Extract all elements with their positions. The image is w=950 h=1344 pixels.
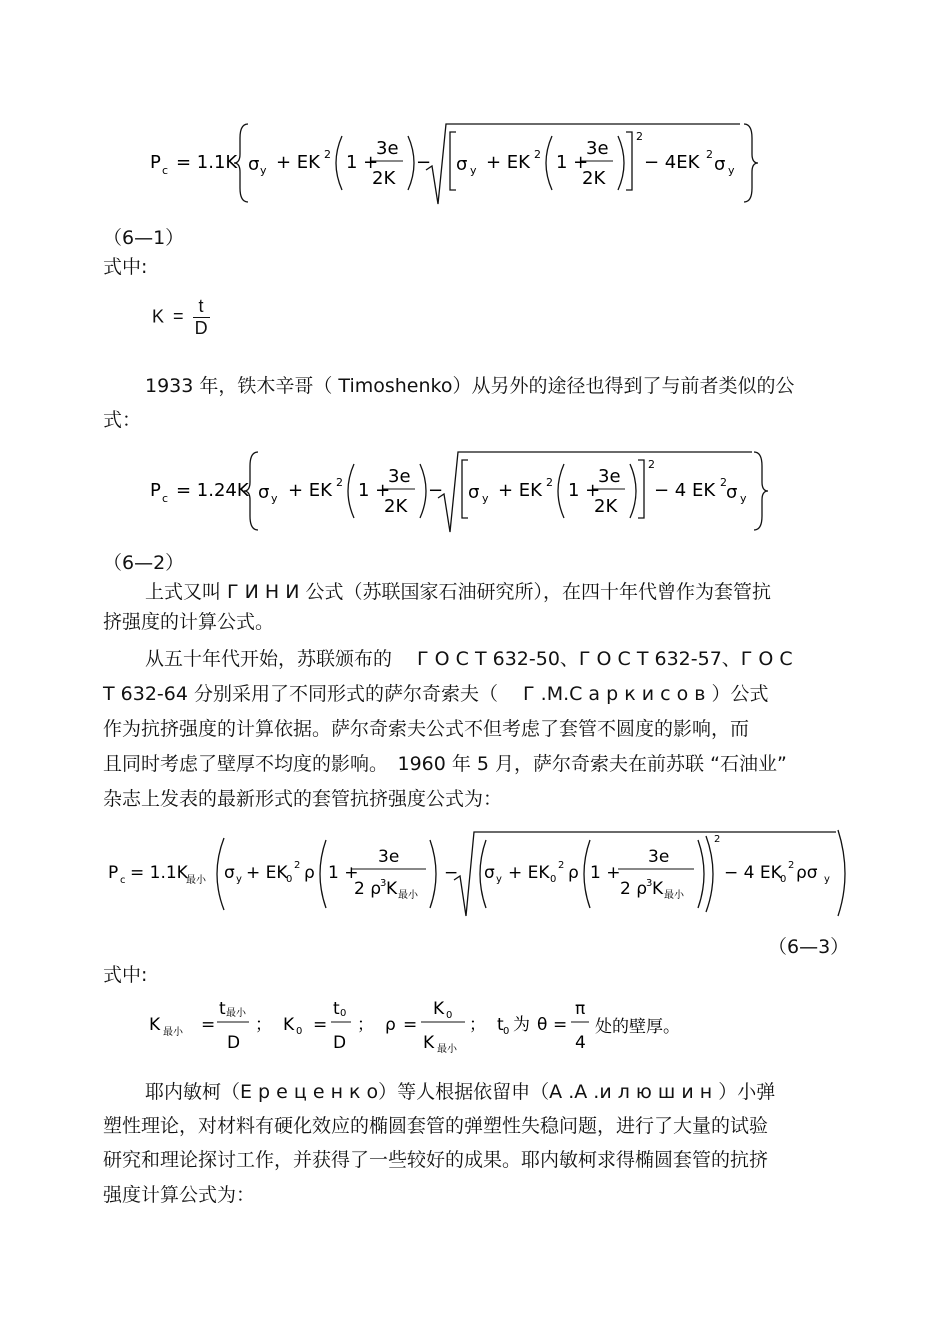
svg-text:t: t	[497, 1015, 504, 1035]
svg-text:2: 2	[714, 834, 721, 845]
svg-text:3e: 3e	[598, 466, 621, 487]
para4-line1: 耶内敏柯（Е р е ц е н к о）等人根据依留申（А .А .и л ю ш и н ）小弹	[145, 1081, 776, 1103]
svg-text:最小: 最小	[398, 890, 418, 901]
svg-text:y: y	[824, 874, 830, 885]
svg-text:ρ: ρ	[385, 1015, 396, 1035]
svg-text:K: K	[433, 999, 445, 1019]
svg-text:c: c	[162, 492, 169, 505]
svg-text:2: 2	[546, 476, 553, 489]
svg-text:3e: 3e	[388, 466, 411, 487]
svg-text:0: 0	[550, 874, 557, 885]
equation-6-3	[100, 826, 855, 922]
equation-6-1	[140, 118, 770, 208]
svg-text:3e: 3e	[378, 847, 400, 867]
svg-text:最小: 最小	[664, 890, 684, 901]
svg-text:=: =	[403, 1015, 418, 1035]
svg-text:+ EK: + EK	[498, 480, 542, 501]
k-definition: K = $\frac{t}{D}$	[152, 296, 208, 338]
svg-text:2: 2	[534, 148, 541, 161]
svg-text:+ EK: + EK	[508, 863, 550, 883]
svg-text:K: K	[386, 879, 398, 899]
svg-text:3e: 3e	[586, 138, 609, 159]
svg-text:y: y	[260, 164, 267, 177]
svg-text:3e: 3e	[648, 847, 670, 867]
svg-text:0: 0	[780, 874, 787, 885]
svg-text:y: y	[728, 164, 735, 177]
svg-text:K: K	[149, 1015, 161, 1035]
svg-text:K: K	[283, 1015, 295, 1035]
svg-text:2: 2	[324, 148, 331, 161]
svg-text:t: t	[333, 999, 340, 1019]
svg-text:K: K	[423, 1033, 435, 1053]
svg-text:y: y	[482, 492, 489, 505]
svg-text:ρ: ρ	[568, 863, 579, 883]
eq1-P-sub: c	[162, 164, 169, 177]
svg-text:y: y	[496, 874, 502, 885]
svg-text:0: 0	[286, 874, 293, 885]
svg-text:为: 为	[513, 1015, 530, 1035]
svg-text:+ EK: + EK	[276, 152, 320, 173]
svg-text:最小: 最小	[186, 875, 206, 886]
svg-text:π: π	[575, 999, 586, 1019]
where-label-2: 式中:	[103, 964, 148, 986]
para3-line4: 且同时考虑了壁厚不均度的影响。 1960 年 5 月，萨尔奇索夫在前苏联 “石油业”	[103, 753, 787, 775]
svg-text:；: ；	[255, 1015, 272, 1035]
svg-text:y: y	[740, 492, 747, 505]
svg-text:2K: 2K	[384, 496, 408, 517]
svg-text:σ: σ	[468, 482, 480, 503]
eq1-P: P	[150, 152, 161, 173]
para3-line5: 杂志上发表的最新形式的套管抗挤强度公式为：	[103, 788, 503, 810]
svg-text:4: 4	[575, 1033, 586, 1053]
svg-text:t: t	[219, 999, 226, 1019]
para3-line3: 作为抗挤强度的计算依据。萨尔奇索夫公式不但考虑了套管不圆度的影响，而	[103, 718, 750, 740]
para3-line2: Т 632-64 分别采用了不同形式的萨尔奇索夫（ Г .М.С а р к и с о в ）公式	[103, 683, 769, 705]
svg-text:最小: 最小	[163, 1027, 183, 1038]
svg-text:2K: 2K	[582, 168, 606, 189]
svg-text:P: P	[108, 863, 119, 883]
svg-text:1 +: 1 +	[556, 152, 589, 173]
svg-text:2: 2	[558, 860, 565, 871]
svg-text:−: −	[444, 863, 459, 883]
svg-text:−: −	[428, 480, 444, 501]
eq1-coef: = 1.1K	[176, 152, 238, 173]
svg-text:σ: σ	[224, 863, 235, 883]
svg-text:2 ρ: 2 ρ	[354, 879, 382, 899]
svg-text:= 1.24K: = 1.24K	[176, 480, 249, 501]
svg-text:2K: 2K	[372, 168, 396, 189]
svg-text:+ EK: + EK	[288, 480, 332, 501]
svg-text:D: D	[333, 1033, 347, 1053]
svg-text:3: 3	[646, 878, 653, 889]
svg-text:2: 2	[336, 476, 343, 489]
svg-text:− 4 EK: − 4 EK	[654, 480, 716, 501]
svg-text:0: 0	[296, 1026, 303, 1037]
svg-text:y: y	[470, 164, 477, 177]
para2-line2: 挤强度的计算公式。	[103, 611, 275, 633]
para4-line2: 塑性理论，对材料有硬化效应的椭圆套管的弹塑性失稳问题，进行了大量的试验	[103, 1115, 769, 1137]
svg-text:ρ: ρ	[304, 863, 315, 883]
svg-text:σ: σ	[714, 154, 726, 175]
svg-text:2: 2	[648, 458, 655, 471]
svg-text:+ EK: + EK	[486, 152, 530, 173]
svg-text:最小: 最小	[226, 1008, 246, 1019]
svg-text:；: ；	[357, 1015, 374, 1035]
svg-text:1 +: 1 +	[328, 863, 359, 883]
equation-6-2	[140, 448, 780, 538]
definitions-line	[145, 994, 705, 1058]
svg-text:0: 0	[446, 1010, 453, 1021]
svg-text:2: 2	[636, 130, 643, 143]
svg-text:2 ρ: 2 ρ	[620, 879, 648, 899]
para3-line1: 从五十年代开始，苏联颁布的 Г О С Т 632-50、Г О С Т 632-57、Г О С	[145, 648, 793, 670]
svg-text:1 +: 1 +	[590, 863, 621, 883]
eq1-sigma1: σ	[248, 154, 260, 175]
svg-text:处的壁厚。: 处的壁厚。	[595, 1017, 680, 1037]
svg-text:2: 2	[720, 476, 727, 489]
svg-text:3: 3	[380, 878, 387, 889]
svg-text:2: 2	[706, 148, 713, 161]
svg-text:=: =	[201, 1015, 216, 1035]
svg-text:−: −	[416, 152, 432, 173]
where-label-1: 式中:	[103, 256, 148, 278]
svg-text:= 1.1K: = 1.1K	[130, 863, 188, 883]
svg-text:0: 0	[340, 1008, 347, 1019]
svg-text:最小: 最小	[437, 1044, 457, 1055]
svg-text:2K: 2K	[594, 496, 618, 517]
svg-text:y: y	[236, 874, 242, 885]
svg-text:P: P	[150, 480, 161, 501]
svg-text:+ EK: + EK	[246, 863, 288, 883]
svg-text:D: D	[227, 1033, 241, 1053]
svg-text:=: =	[553, 1015, 568, 1035]
svg-text:ρσ: ρσ	[796, 863, 818, 883]
svg-text:θ: θ	[537, 1015, 548, 1035]
svg-text:− 4 EK: − 4 EK	[724, 863, 782, 883]
svg-text:2: 2	[788, 860, 795, 871]
para4-line4: 强度计算公式为：	[103, 1184, 256, 1206]
svg-text:y: y	[271, 492, 278, 505]
eq-label-6-2: （6—2）	[103, 552, 185, 574]
svg-text:− 4EK: − 4EK	[644, 152, 700, 173]
svg-text:0: 0	[503, 1026, 510, 1037]
eq-label-6-1: （6—1）	[103, 227, 185, 249]
svg-text:1 +: 1 +	[568, 480, 601, 501]
svg-text:1 +: 1 +	[346, 152, 379, 173]
eq-label-6-3: （6—3）	[768, 936, 850, 958]
svg-text:1 +: 1 +	[358, 480, 391, 501]
svg-text:σ: σ	[258, 482, 270, 503]
svg-text:σ: σ	[726, 482, 738, 503]
svg-text:=: =	[313, 1015, 328, 1035]
svg-text:K: K	[652, 879, 664, 899]
svg-text:c: c	[120, 875, 126, 886]
svg-text:2: 2	[294, 860, 301, 871]
para1-line2: 式：	[103, 409, 142, 431]
para4-line3: 研究和理论探讨工作，并获得了一些较好的成果。耶内敏柯求得椭圆套管的抗挤	[103, 1149, 769, 1171]
svg-text:；: ；	[469, 1015, 486, 1035]
para2-line1: 上式又叫 Г И Н И 公式（苏联国家石油研究所），在四十年代曾作为套管抗	[145, 581, 771, 603]
svg-text:3e: 3e	[376, 138, 399, 159]
svg-text:σ: σ	[456, 154, 468, 175]
para1-line1: 1933 年，铁木辛哥（ Timoshenko）从另外的途径也得到了与前者类似的公	[145, 375, 795, 397]
svg-text:σ: σ	[484, 863, 495, 883]
